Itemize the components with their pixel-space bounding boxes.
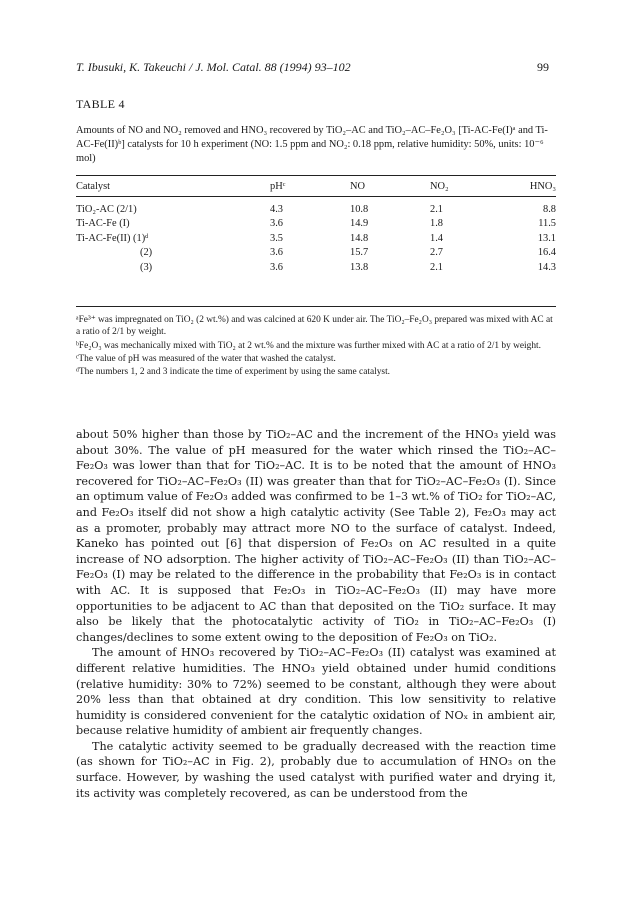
footnote-b: ᵇFe₂O₃ was mechanically mixed with TiO₂ at 2 wt.% and the mixture was further mixed with AC at a ratio of 2/1 by weight. (76, 340, 541, 351)
table-row (76, 233, 556, 247)
table-row (76, 204, 556, 218)
cell-no: 13.8 (350, 261, 369, 273)
table-row (76, 247, 556, 261)
column-header-no2: NO₂ (430, 181, 449, 192)
table-bottom-rule (76, 306, 556, 307)
cell-catalyst: (3) (140, 261, 153, 273)
cell-no: 15.7 (350, 247, 369, 259)
table-body (76, 204, 556, 276)
table-header-row (76, 181, 556, 195)
running-header-authors: T. Ibusuki, K. Takeuchi / J. Mol. Catal. 88 (1994) 93–102 (76, 60, 351, 74)
cell-catalyst: TiO₂-AC (2/1) (76, 204, 137, 215)
cell-no: 14.9 (350, 218, 369, 230)
page-number: 99 (537, 60, 549, 74)
cell-ph: 3.5 (270, 232, 283, 244)
column-header-hno3: HNO₃ (529, 181, 556, 192)
footnote-a: ᵃFe³⁺ was impregnated on TiO₂ (2 wt.%) and was calcined at 620 K under air. The TiO₂–Fe₂O₃ prepared was mixed with AC at a ratio of 2/1 by weight. (76, 315, 553, 338)
body-paragraph: about 50% higher than those by TiO₂–AC and the increment of the HNO₃ yield was about 30%. The value of pH measured for the water which rinsed the TiO₂–AC–Fe₂O₃ was lower than that for TiO₂–AC. It is to be noted that the amount of HNO₃ recovered for TiO₂–AC–Fe₂O₃ (II) was greater than that for TiO₂–AC–Fe₂O₃ (I). Since an optimum value of Fe₂O₃ added was confirmed to be 1–3 wt.% of TiO₂ for TiO₂–AC, and Fe₂O₃ itself did not show a high catalytic activity (See Table 2), Fe₂O₃ may act as a promoter, probably may attract more NO to the surface of catalyst. Indeed, Kaneko has pointed out [6] that dispersion of Fe₂O₃ on AC resulted in a quite increase of NO adsorption. The higher activity of TiO₂–AC–Fe₂O₃ (II) than TiO₂–AC–Fe₂O₃ (I) may be related to the difference in the probability that Fe₂O₃ is in contact with AC. It is supposed that Fe₂O₃ in TiO₂–AC–Fe₂O₃ (II) may have more opportunities to be adjacent to AC than that deposited on the TiO₂ surface. It may also be likely that the photocatalytic activity of TiO₂ in TiO₂–AC–Fe₂O₃ (I) changes/declines to some extent owing to the deposition of Fe₂O₃ on TiO₂. (76, 428, 556, 644)
cell-hno3: 8.8 (543, 204, 556, 215)
table-top-rule (76, 175, 556, 176)
cell-catalyst: Ti-AC-Fe (I) (76, 218, 130, 230)
cell-no2: 2.1 (430, 204, 443, 215)
cell-ph: 3.6 (270, 218, 283, 230)
cell-no2: 1.4 (430, 232, 443, 244)
cell-hno3: 13.1 (537, 232, 556, 244)
cell-hno3: 14.3 (537, 261, 556, 273)
body-paragraph: The catalytic activity seemed to be gradually decreased with the reaction time (as shown for TiO₂–AC in Fig. 2), probably due to accumulation of HNO₃ on the surface. However, by washing the used catalyst with purified water and drying it, its activity was completely recovered, as can be understood from the (76, 739, 556, 800)
cell-catalyst: (2) (140, 247, 153, 259)
cell-ph: 3.6 (270, 261, 283, 273)
footnote-c: ᶜThe value of pH was measured of the water that washed the catalyst. (76, 353, 336, 364)
cell-no2: 1.8 (430, 218, 443, 230)
table-row (76, 262, 556, 276)
footnote-d: ᵈThe numbers 1, 2 and 3 indicate the time of experiment by using the same catalyst. (76, 367, 391, 378)
table-caption: Amounts of NO and NO₂ removed and HNO₃ recovered by TiO₂–AC and TiO₂–AC–Fe₂O₃ [Ti-AC-Fe(I)ᵃ and Ti-AC-Fe(II)ᵇ] catalysts for 10 h experiment (NO: 1.5 ppm and NO₂: 0.18 ppm, relative humidity: 50%, units: 10⁻⁶ mol) (76, 125, 548, 164)
running-header (76, 60, 549, 78)
table-footnotes (76, 314, 556, 379)
body-paragraph: The amount of HNO₃ recovered by TiO₂–AC–Fe₂O₃ (II) catalyst was examined at different relative humidities. The HNO₃ yield obtained under humid conditions (relative humidity: 30% to 72%) seemed to be constant, although they were about 20% less than that obtained at dry condition. This low sensitivity to relative humidity is considered convenient for the catalytic oxidation of NOₓ in ambient air, because relative humidity of ambient air frequently changes. (76, 646, 556, 738)
cell-catalyst: Ti-AC-Fe(II) (1)ᵈ (76, 232, 149, 244)
column-header-ph: pHᶜ (270, 181, 286, 192)
cell-hno3: 11.5 (538, 218, 556, 230)
body-text (76, 427, 556, 801)
column-header-no: NO (350, 181, 366, 192)
column-header-catalyst: Catalyst (76, 181, 111, 192)
cell-no: 14.8 (350, 232, 369, 244)
table-header-rule (76, 196, 556, 197)
cell-ph: 4.3 (270, 204, 283, 215)
cell-no: 10.8 (350, 204, 369, 215)
table-row (76, 218, 556, 232)
cell-ph: 3.6 (270, 247, 283, 259)
cell-no2: 2.1 (430, 261, 443, 273)
cell-no2: 2.7 (430, 247, 443, 259)
table-label: TABLE 4 (76, 97, 125, 111)
cell-hno3: 16.4 (537, 247, 556, 259)
